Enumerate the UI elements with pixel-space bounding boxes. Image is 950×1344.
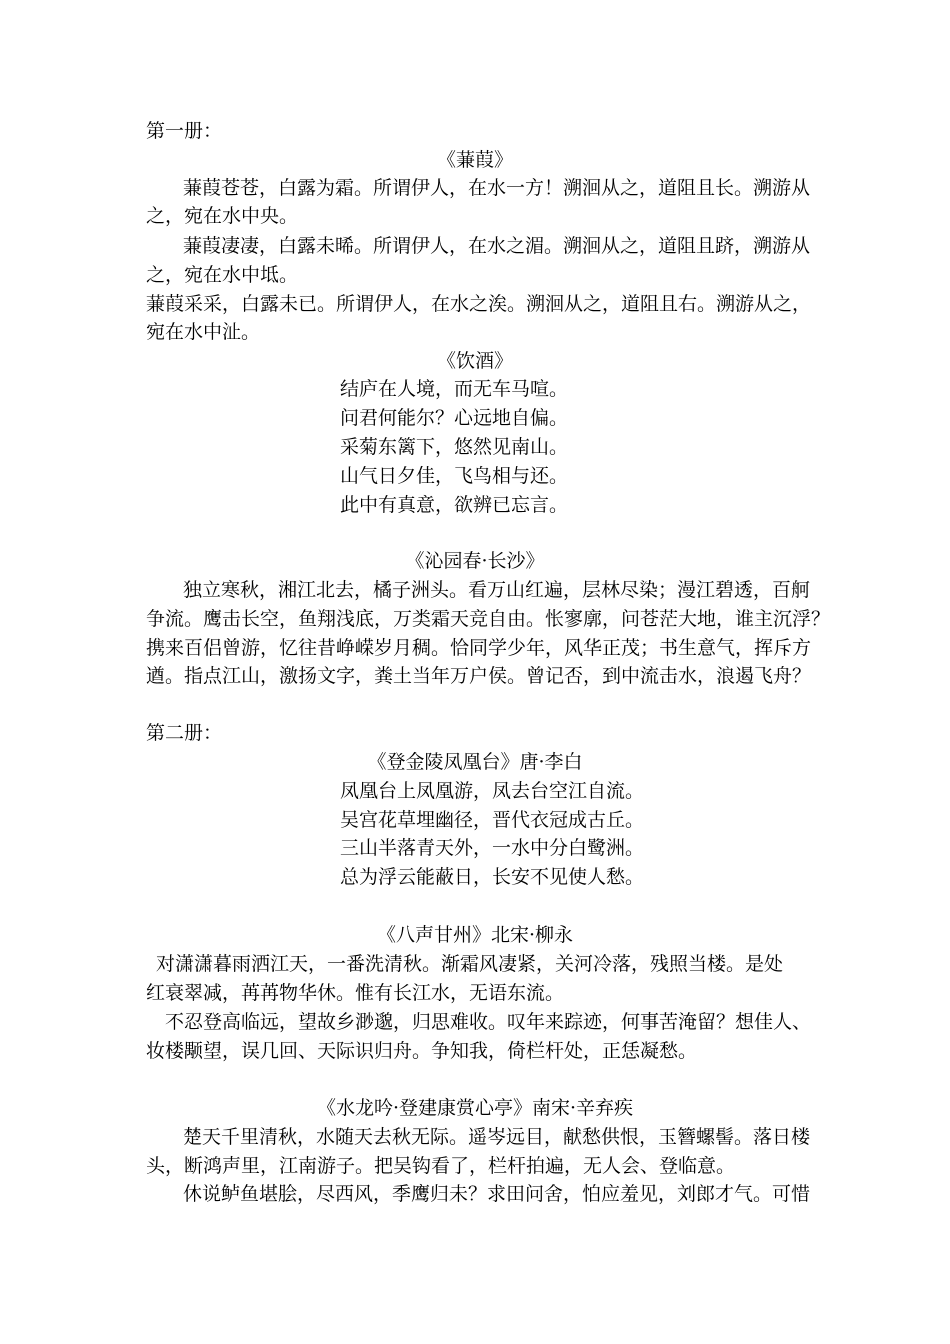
poem-line: 之，宛在水中坻。 <box>146 264 299 286</box>
poem-line: 山气日夕佳，飞鸟相与还。 <box>340 465 569 487</box>
poem-line: 之，宛在水中央。 <box>146 205 299 227</box>
poem-line: 蒹葭凄凄，白露未晞。所谓伊人，在水之湄。溯洄从之，道阻且跻，溯游从 <box>183 235 811 257</box>
poem-line: 楚天千里清秋，水随天去秋无际。遥岑远目，献愁供恨，玉簪螺髻。落日楼 <box>183 1126 811 1148</box>
poem-line: 采菊东篱下，悠然见南山。 <box>340 436 569 458</box>
poem-line: 不忍登高临远，望故乡渺邈，归思难收。叹年来踪迹，何事苦淹留？想佳人、 <box>165 1011 812 1033</box>
poem-title-jianjia: 《蒹葭》 <box>436 149 513 171</box>
book2-heading: 第二册： <box>146 722 223 744</box>
poem-line: 头，断鸿声里，江南游子。把吴钩看了，栏杆拍遍，无人会、登临意。 <box>146 1155 736 1177</box>
poem-title-shuilongyin: 《水龙吟·登建康赏心亭》南宋·辛弃疾 <box>316 1097 634 1119</box>
poem-title-yinjiu: 《饮酒》 <box>436 350 513 372</box>
poem-line: 总为浮云能蔽日，长安不见使人愁。 <box>340 866 645 888</box>
poem-line: 凤凰台上凤凰游，凤去台空江自流。 <box>340 780 645 802</box>
poem-title-bashengganzhou: 《八声甘州》北宋·柳永 <box>376 924 574 946</box>
poem-line: 吴宫花草埋幽径，晋代衣冠成古丘。 <box>340 809 645 831</box>
poem-line: 问君何能尔？心远地自偏。 <box>340 407 569 429</box>
poem-line: 妆楼颙望，误几回、天际识归舟。争知我，倚栏杆处，正恁凝愁。 <box>146 1040 698 1062</box>
poem-line: 结庐在人境，而无车马喧。 <box>340 378 569 400</box>
poem-line: 休说鲈鱼堪脍，尽西风，季鹰归未？求田问舍，怕应羞见，刘郎才气。可惜 <box>183 1183 811 1205</box>
poem-line: 携来百侣曾游，忆往昔峥嵘岁月稠。恰同学少年，风华正茂；书生意气，挥斥方 <box>146 637 812 659</box>
poem-line: 蒹葭苍苍，白露为霜。所谓伊人，在水一方！溯洄从之，道阻且长。溯游从 <box>183 177 811 199</box>
poem-line: 红衰翠减，苒苒物华休。惟有长江水，无语东流。 <box>146 982 565 1004</box>
poem-line: 对潇潇暮雨洒江天，一番洗清秋。渐霜风凄紧，关河冷落，残照当楼。是处 <box>156 953 784 975</box>
poem-line: 独立寒秋，湘江北去，橘子洲头。看万山红遍，层林尽染；漫江碧透，百舸 <box>183 579 811 601</box>
poem-title-dengjinling: 《登金陵凤凰台》唐·李白 <box>367 751 583 773</box>
poem-line: 宛在水中沚。 <box>146 321 261 343</box>
poem-line: 三山半落青天外，一水中分白鹭洲。 <box>340 837 645 859</box>
poem-line: 此中有真意，欲辨已忘言。 <box>340 494 569 516</box>
poem-line: 蒹葭采采，白露未已。所谓伊人，在水之涘。溯洄从之，道阻且右。溯游从之， <box>146 293 812 315</box>
poem-title-qinyuanchun: 《沁园春·长沙》 <box>405 550 545 572</box>
book1-heading: 第一册： <box>146 120 223 142</box>
poem-line: 遒。指点江山，激扬文字，粪土当年万户侯。曾记否，到中流击水，浪遏飞舟？ <box>146 665 812 687</box>
poem-line: 争流。鹰击长空，鱼翔浅底，万类霜天竞自由。怅寥廓，问苍茫大地，谁主沉浮？ <box>146 608 831 630</box>
